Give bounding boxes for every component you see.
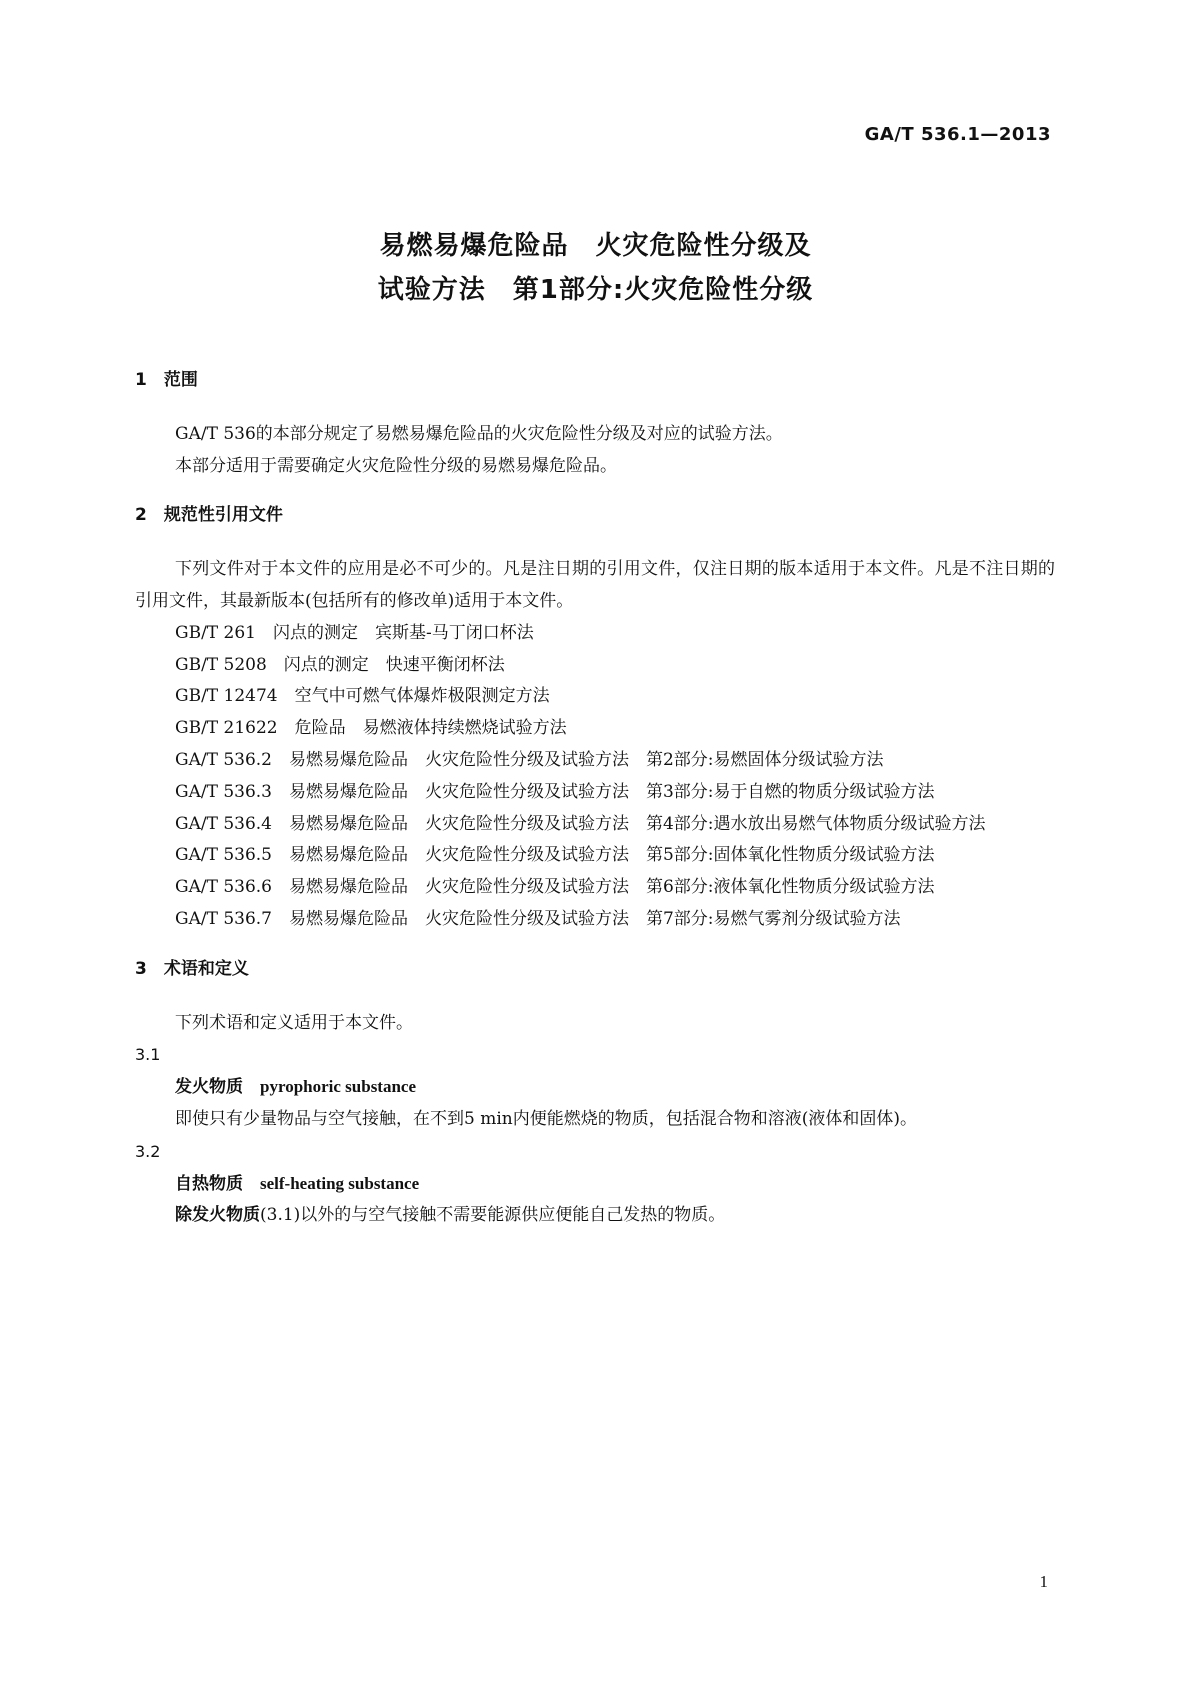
section-1-paragraph: 本部分适用于需要确定火灾危险性分级的易燃易爆危险品。 (175, 455, 617, 476)
term-definition (135, 1104, 1055, 1136)
reference-item: GA/T 536.6 易燃易爆危险品 火灾危险性分级及试验方法 第6部分:液体氧化性物质分级试验方法 (175, 877, 935, 898)
reference-item: GB/T 12474 空气中可燃气体爆炸极限测定方法 (175, 686, 550, 707)
term-number: 3.2 (135, 1141, 161, 1161)
section-3-heading: 3 术语和定义 (135, 958, 249, 979)
reference-item: GA/T 536.3 易燃易爆危险品 火灾危险性分级及试验方法 第3部分:易于自燃的物质分级试验方法 (175, 781, 935, 802)
document-title (0, 224, 1191, 312)
term-def-text: 即使只有少量物品与空气接触，在不到5 min内便能燃烧的物质，包括混合物和溶液(液体和固体)。 (175, 1108, 917, 1129)
title-line-1: 易燃易爆危险品 火灾危险性分级及 (379, 231, 812, 261)
term-def-prefix: 除发火物质 (175, 1205, 260, 1226)
term-number: 3.1 (135, 1045, 161, 1065)
term-title (135, 1071, 1055, 1104)
section-2-heading: 2 规范性引用文件 (135, 505, 283, 526)
reference-item: GA/T 536.4 易燃易爆危险品 火灾危险性分级及试验方法 第4部分:遇水放出易燃气体物质分级试验方法 (175, 813, 986, 834)
reference-item: GB/T 261 闪点的测定 宾斯基-马丁闭口杯法 (175, 622, 534, 643)
document-body (135, 365, 1055, 1232)
term-en: self-heating substance (260, 1173, 420, 1193)
term-en: pyrophoric substance (260, 1077, 417, 1097)
section-3-intro: 下列术语和定义适用于本文件。 (175, 1012, 413, 1033)
reference-item: GB/T 21622 危险品 易燃液体持续燃烧试验方法 (175, 718, 567, 739)
term-title (135, 1168, 1055, 1201)
section-2-intro: 下列文件对于本文件的应用是必不可少的。凡是注日期的引用文件，仅注日期的版本适用于本文件。凡是不注日期的引用文件，其最新版本(包括所有的修改单)适用于本文件。 (135, 559, 1055, 611)
term-zh: 发火物质 (175, 1077, 243, 1098)
reference-item: GA/T 536.2 易燃易爆危险品 火灾危险性分级及试验方法 第2部分:易燃固体分级试验方法 (175, 749, 884, 770)
page-number: 1 (1039, 1572, 1048, 1591)
term-definition (135, 1200, 1055, 1232)
section-1-paragraph: GA/T 536的本部分规定了易燃易爆危险品的火灾危险性分级及对应的试验方法。 (175, 423, 783, 444)
reference-item: GB/T 5208 闪点的测定 快速平衡闭杯法 (175, 654, 505, 675)
term-def-text: (3.1)以外的与空气接触不需要能源供应便能自己发热的物质。 (260, 1205, 726, 1226)
reference-item: GA/T 536.5 易燃易爆危险品 火灾危险性分级及试验方法 第5部分:固体氧化性物质分级试验方法 (175, 845, 935, 866)
term-zh: 自热物质 (175, 1173, 243, 1194)
title-line-2: 试验方法 第1部分:火灾危险性分级 (377, 275, 814, 305)
reference-item: GA/T 536.7 易燃易爆危险品 火灾危险性分级及试验方法 第7部分:易燃气雾剂分级试验方法 (175, 908, 901, 929)
section-1-heading: 1 范围 (135, 370, 198, 390)
standard-number: GA/T 536.1—2013 (864, 124, 1051, 145)
